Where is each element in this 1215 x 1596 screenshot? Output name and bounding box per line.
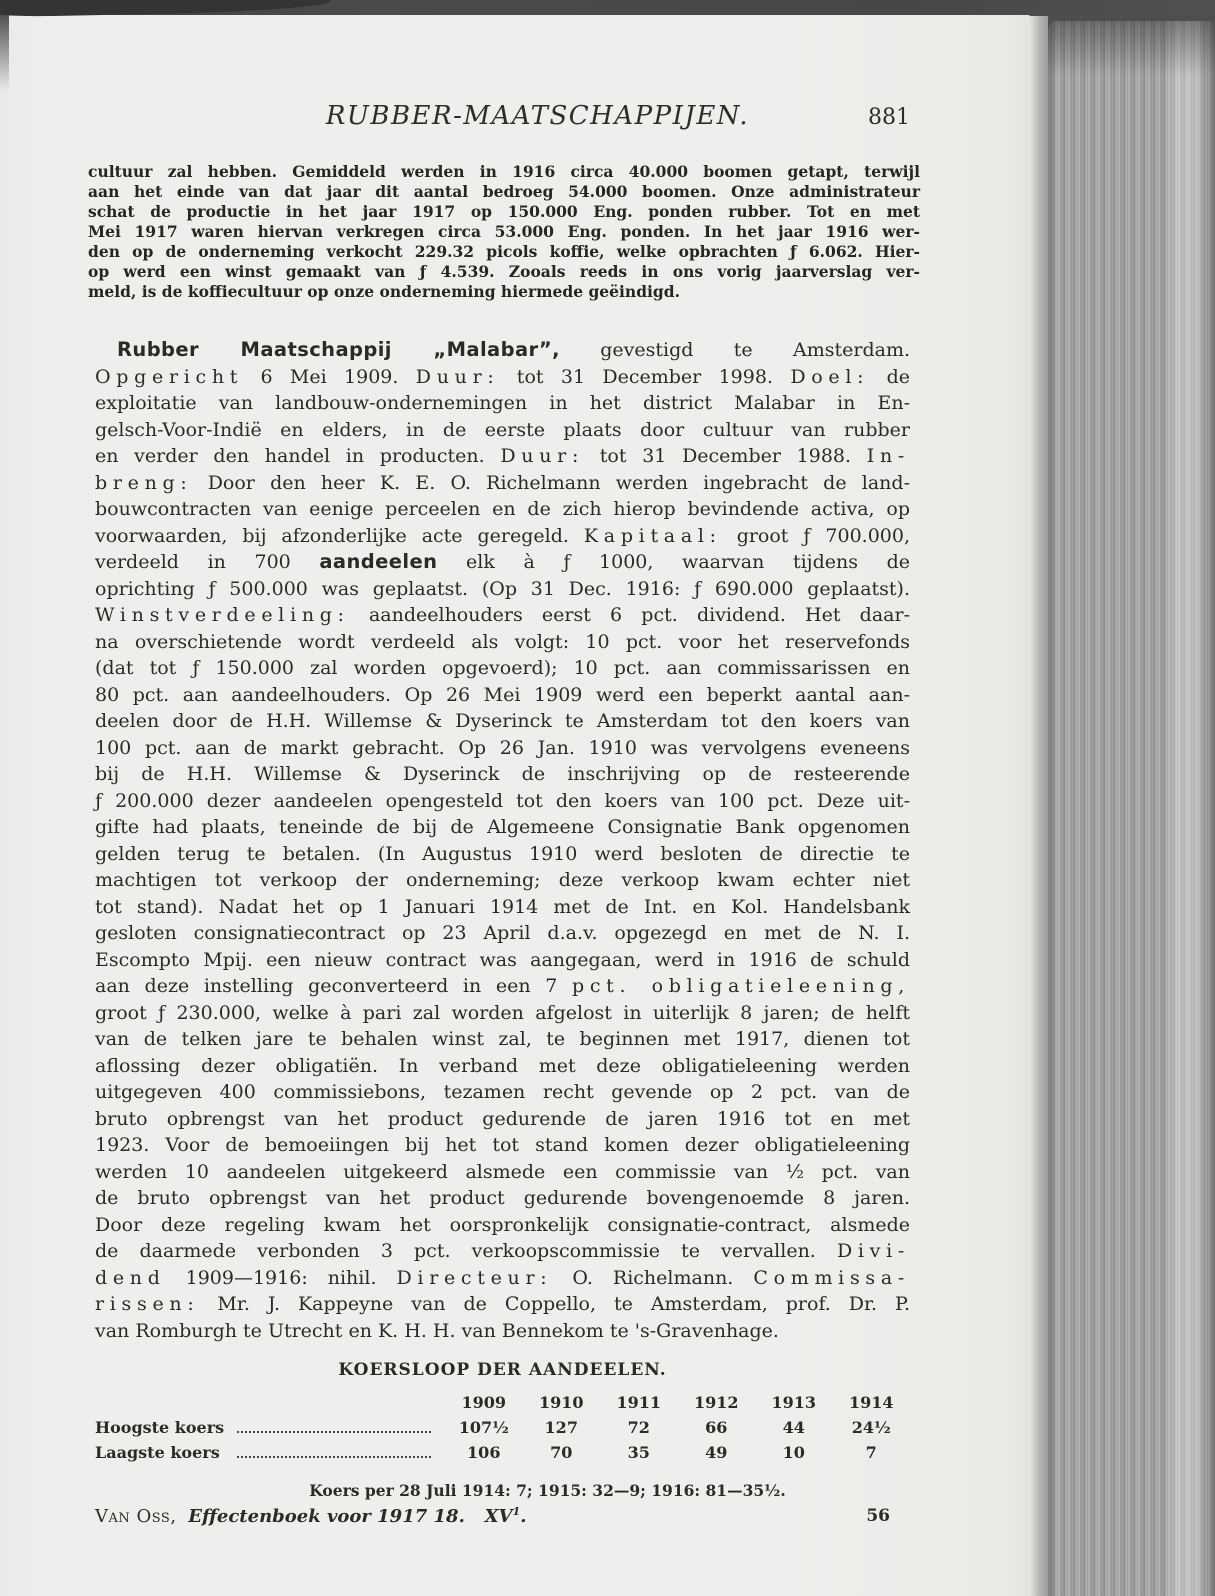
text-line <box>88 182 920 202</box>
volume-number <box>485 1506 527 1527</box>
year-header-cell: 1910 <box>538 1393 584 1412</box>
text-segment: gesloten consignatiecontract op 23 April d.a.v. opgezegd en met de N. I. <box>95 922 910 944</box>
text-line <box>88 202 920 222</box>
intro-paragraph <box>88 162 920 302</box>
text-segment: breng: <box>95 471 193 494</box>
text-line <box>95 576 910 603</box>
text-segment: aan deze instelling geconverteerd in een 7 <box>95 975 572 997</box>
text-segment: 100 pct. aan de markt gebracht. Op 26 Jan. 1910 was vervolgens eveneens <box>95 736 910 759</box>
text-line <box>95 496 910 523</box>
text-line <box>95 841 910 868</box>
text-segment: Directeur: <box>396 1266 553 1289</box>
text-line <box>95 867 910 894</box>
text-segment: meld, is de koffiecultuur op onze onderneming hiermede geëindigd. <box>88 282 680 301</box>
text-segment: aflossing dezer obligatiën. In verband met deze obligatieleening werden <box>95 1054 910 1077</box>
text-line <box>95 1106 910 1133</box>
table-row <box>95 1440 910 1465</box>
running-head-title: RUBBER-MAATSCHAPPIJEN. <box>325 101 750 131</box>
text-line <box>95 417 910 444</box>
text-line <box>95 682 910 709</box>
value-cell: 107½ <box>458 1418 509 1437</box>
text-line <box>95 443 910 470</box>
publisher-name: Van Oss, <box>95 1506 177 1527</box>
text-segment: dend <box>95 1266 166 1289</box>
keyword-aandeelen: aandeelen <box>319 550 438 573</box>
signature-number: 56 <box>866 1506 890 1526</box>
volume-text: XV <box>484 1506 513 1527</box>
text-segment: elk à ƒ 1000, waarvan tijdens de <box>437 551 910 573</box>
text-line <box>88 242 920 262</box>
text-segment: cultuur zal hebben. Gemiddeld werden in 1916 circa 40.000 boomen getapt, terwijl <box>88 162 920 181</box>
text-segment: tot stand). Nadat het op 1 Januari 1914 met de Int. en Kol. Handelsbank <box>95 895 910 918</box>
text-segment: gevestigd te Amsterdam. <box>559 339 910 361</box>
value-cell: 127 <box>544 1418 578 1437</box>
company-name: Rubber Maatschappij „Malabar”, <box>117 338 560 361</box>
text-line <box>95 1185 910 1212</box>
year-header-cell: 1912 <box>693 1393 739 1412</box>
text-segment: uitgegeven 400 commissiebons, tezamen recht gevende op 2 pct. van de <box>95 1081 910 1103</box>
value-cell: 66 <box>705 1418 728 1437</box>
text-line <box>95 337 910 364</box>
text-line <box>95 920 910 947</box>
text-line <box>95 470 910 497</box>
text-line <box>95 1079 910 1106</box>
text-line <box>95 390 910 417</box>
text-line <box>95 602 910 629</box>
text-segment: Opgericht <box>95 365 244 388</box>
text-segment: bruto opbrengst van het product gedurende de jaren 1916 tot en met <box>95 1107 910 1130</box>
text-line <box>95 1291 910 1318</box>
text-segment: verdeeld in 700 <box>95 551 320 573</box>
text-segment: rissen: <box>95 1293 200 1315</box>
text-segment: machtigen tot verkoop der onderneming; deze verkoop kwam echter niet <box>95 869 910 891</box>
text-segment: O. Richelmann. <box>552 1266 754 1289</box>
table-corner-cell <box>235 1390 445 1415</box>
text-segment: oprichting ƒ 500.000 was geplaatst. (Op 31 Dec. 1916: ƒ 690.000 geplaatst). <box>95 577 910 600</box>
year-header-cell: 1911 <box>616 1393 662 1412</box>
text-segment: 1909—1916: nihil. <box>165 1266 397 1289</box>
value-cell: 35 <box>627 1443 650 1462</box>
table-title: KOERSLOOP DER AANDEELEN. <box>338 1360 667 1380</box>
table-row <box>95 1415 910 1440</box>
text-line <box>95 788 910 815</box>
value-cell: 10 <box>782 1443 805 1462</box>
text-segment: In- <box>866 445 910 467</box>
page-footer <box>95 1505 910 1527</box>
text-line <box>95 894 910 921</box>
text-segment: van de telken jare te behalen winst zal, te beginnen met 1917, dienen tot <box>95 1028 910 1050</box>
table-corner-cell <box>95 1390 235 1415</box>
text-segment: Doel: <box>790 365 870 388</box>
text-line <box>95 947 910 974</box>
scan-shadow-top-left <box>0 13 9 91</box>
year-header-cell: 1909 <box>461 1393 507 1412</box>
year-header-cell: 1914 <box>848 1393 894 1412</box>
article-paragraph <box>95 337 910 1344</box>
text-segment: Duur: <box>500 445 585 467</box>
text-segment: exploitatie van landbouw-ondernemingen in het district Malabar in En- <box>95 392 910 414</box>
text-line <box>95 655 910 682</box>
text-segment: tot 31 December 1988. <box>584 445 867 467</box>
text-segment: de daarmede verbonden 3 pct. verkoopscommissie te vervallen. <box>95 1240 837 1262</box>
text-line <box>95 708 910 735</box>
text-segment: Escompto Mpij. een nieuw contract was aangegaan, werd in 1916 de schuld <box>95 948 910 971</box>
text-segment: bij de H.H. Willemse & Dyserinck de inschrijving op de resteerende <box>95 763 910 785</box>
text-segment: deelen door de H.H. Willemse & Dyserinck te Amsterdam tot den koers van <box>95 710 910 732</box>
value-cell: 7 <box>865 1443 877 1462</box>
text-segment: gelden terug te betalen. (In Augustus 1910 werd besloten de directie te <box>95 842 910 865</box>
text-segment: aandeelhouders eerst 6 pct. dividend. Het daar- <box>349 604 910 626</box>
text-segment: de bruto opbrengst van het product gedurende bovengenoemde 8 jaren. <box>95 1187 910 1209</box>
table-year-header-row <box>95 1390 910 1415</box>
koersloop-table <box>95 1390 910 1465</box>
value-cell: 72 <box>627 1418 650 1437</box>
book-page <box>0 13 1040 1596</box>
text-line <box>95 549 910 576</box>
text-segment: tot 31 December 1998. <box>499 365 791 388</box>
text-segment: Divi- <box>836 1240 910 1262</box>
text-segment: groot ƒ 700.000, <box>721 524 910 547</box>
text-segment: op werd een winst gemaakt van ƒ 4.539. Zooals reeds in ons vorig jaarverslag ver- <box>88 262 920 281</box>
leader-dots <box>237 1440 431 1458</box>
text-segment: 80 pct. aan aandeelhouders. Op 26 Mei 1909 werd een beperkt aantal aan- <box>95 683 910 706</box>
text-segment: den op de onderneming verkocht 229.32 picols koffie, welke opbrachten ƒ 6.062. Hier- <box>88 242 920 261</box>
text-segment: voorwaarden, bij afzonderlijke acte geregeld. <box>95 524 584 547</box>
text-segment: Mei 1917 waren hiervan verkregen circa 53.000 Eng. ponden. In het jaar 1916 wer- <box>88 222 920 241</box>
text-segment: van Romburgh te Utrecht en K. H. H. van Bennekom te 's-Gravenhage. <box>95 1319 779 1342</box>
text-line <box>95 1212 910 1239</box>
text-line <box>95 973 910 1000</box>
text-line <box>95 1053 910 1080</box>
text-segment: Duur: <box>415 365 500 388</box>
text-segment: Mr. J. Kappeyne van de Coppello, te Amsterdam, prof. Dr. P. <box>199 1293 910 1315</box>
text-line <box>88 162 920 182</box>
text-segment: na overschietende wordt verdeeld als volgt: 10 pct. voor het reservefonds <box>95 630 910 653</box>
text-segment: 6 Mei 1909. <box>243 365 416 388</box>
text-line <box>95 735 910 762</box>
text-segment: bouwcontracten van eenige perceelen en de zich hierop bevindende activa, op <box>95 498 910 520</box>
text-segment: schat de productie in het jaar 1917 op 150.000 Eng. ponden rubber. Tot en met <box>88 202 920 221</box>
text-segment: groot ƒ 230.000, welke à pari zal worden afgelost in uiterlijk 8 jaren; de helft <box>95 1001 910 1024</box>
text-segment: Winstverdeeling: <box>95 604 350 626</box>
text-line <box>88 222 920 242</box>
text-line <box>95 1000 910 1027</box>
leader-dots <box>237 1415 431 1433</box>
text-line <box>95 814 910 841</box>
value-cell: 70 <box>550 1443 573 1462</box>
text-line <box>95 364 910 391</box>
value-cell: 49 <box>705 1443 728 1462</box>
book-fore-edge <box>1048 21 1215 1596</box>
text-segment: 1923. Voor de bemoeiingen bij het tot stand komen dezer obligatieleening <box>95 1134 910 1156</box>
text-segment: Door deze regeling kwam het oorspronkelijk consignatie-contract, alsmede <box>95 1213 910 1236</box>
text-line <box>95 761 910 788</box>
text-line <box>95 1026 910 1053</box>
text-line <box>95 629 910 656</box>
text-segment: Commissa- <box>753 1266 910 1289</box>
row-label: Laagste koers <box>95 1443 220 1462</box>
text-line <box>88 282 920 302</box>
text-line <box>88 262 920 282</box>
text-segment: (dat tot ƒ 150.000 zal worden opgevoerd); 10 pct. aan commissarissen en <box>95 657 910 679</box>
volume-superscript: 1 <box>512 1505 521 1518</box>
value-cell: 24½ <box>851 1418 891 1437</box>
text-line <box>95 523 910 550</box>
text-segment: Kapitaal: <box>583 524 722 547</box>
text-line <box>95 1238 910 1265</box>
row-label: Hoogste koers <box>95 1418 225 1437</box>
text-line <box>95 1265 910 1292</box>
text-segment: Door den heer K. E. O. Richelmann werden ingebracht de land- <box>192 471 910 494</box>
value-cell: 106 <box>467 1443 501 1462</box>
volume-period: . <box>520 1506 527 1527</box>
text-segment: gelsch-Voor-Indië en elders, in de eerste plaats door cultuur van rubber <box>95 418 910 441</box>
book-title: Effectenboek voor 1917 18. <box>188 1506 465 1527</box>
text-segment: werden 10 aandeelen uitgekeerd alsmede een commissie van ½ pct. van <box>95 1160 910 1183</box>
text-line <box>95 1318 910 1345</box>
text-segment: gifte had plaats, teneinde de bij de Algemeene Consignatie Bank opgenomen <box>95 816 910 838</box>
table-note: Koers per 28 Juli 1914: 7; 1915: 32—9; 1916: 81—35½. <box>309 1481 786 1500</box>
page-number: 881 <box>868 105 910 130</box>
year-header-cell: 1913 <box>771 1393 817 1412</box>
text-segment: en verder den handel in producten. <box>95 445 501 467</box>
text-segment: aan het einde van dat jaar dit aantal bedroeg 54.000 boomen. Onze administrateur <box>88 182 920 201</box>
text-line <box>95 1159 910 1186</box>
value-cell: 44 <box>782 1418 805 1437</box>
page-edge-shadow <box>1031 16 1048 1596</box>
text-segment: pct. obligatieleening, <box>571 975 910 997</box>
text-line <box>95 1132 910 1159</box>
text-segment: de <box>869 365 910 388</box>
text-segment: ƒ 200.000 dezer aandeelen opengesteld tot den koers van 100 pct. Deze uit- <box>95 789 910 812</box>
